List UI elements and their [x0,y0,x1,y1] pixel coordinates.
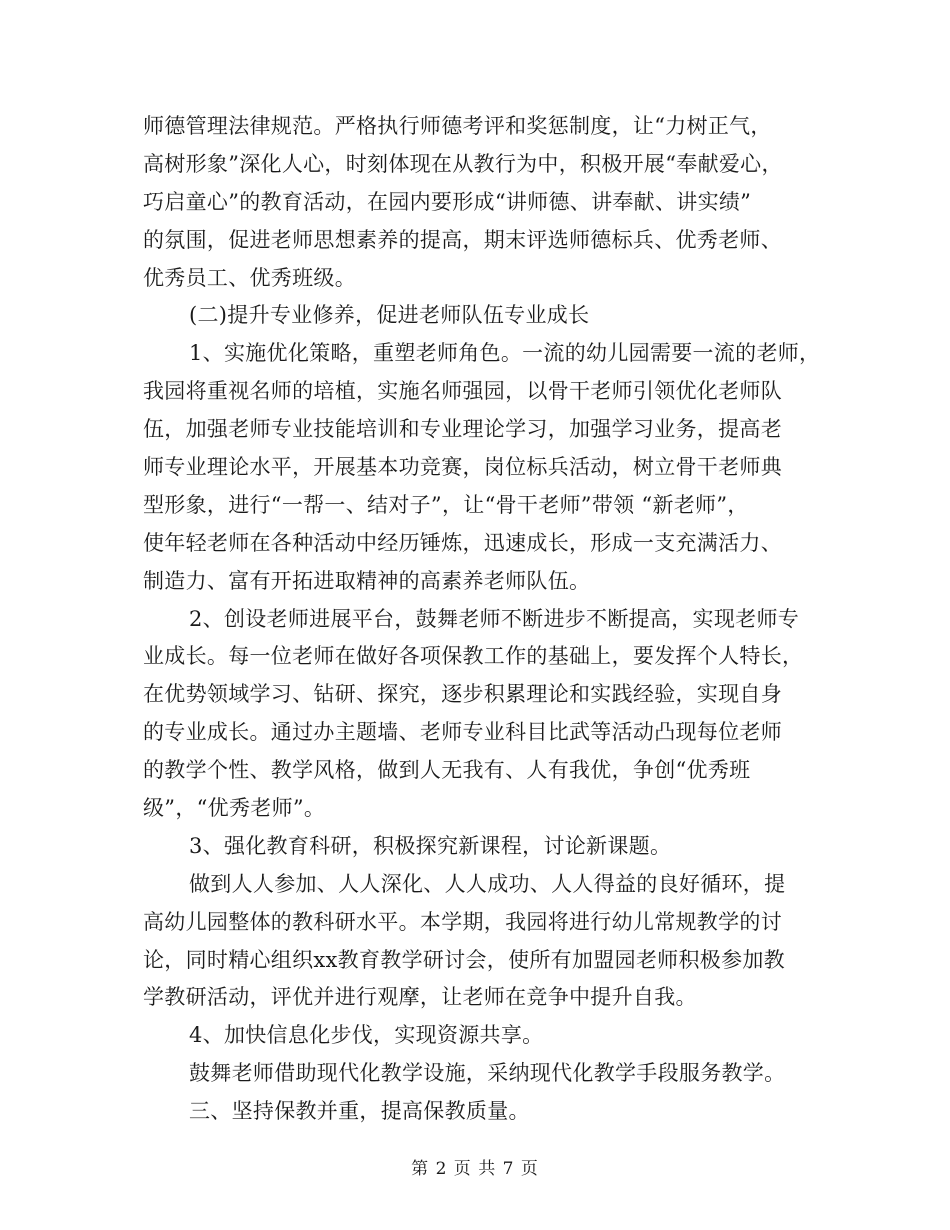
page-number-footer: 第 2 页 共 7 页 [411,1159,539,1179]
paragraph-line: 巧启童心”的教育活动，在园内要形成“讲师德、讲奉献、讲实绩” [143,189,752,214]
paragraph-line: 制造力、富有开拓进取精神的高素养老师队伍。 [143,568,591,593]
paragraph-line: 4、加快信息化步伐，实现资源共享。 [189,1023,544,1048]
paragraph-line: 业成长。每一位老师在做好各项保教工作的基础上，要发挥个人特长， [143,644,804,669]
paragraph-line: 1、实施优化策略，重塑老师角色。一流的幼儿园需要一流的老师， [189,341,821,366]
section-heading: (二)提升专业修养，促进老师队伍专业成长 [189,303,590,328]
paragraph-line: 高幼儿园整体的教科研水平。本学期，我园将进行幼儿常规教学的讨 [143,909,782,934]
paragraph-line: 伍，加强老师专业技能培训和专业理论学习，加强学习业务，提高老 [143,417,782,442]
paragraph-line: 论，同时精心组织xx教育教学研讨会，使所有加盟园老师积极参加教 [143,947,785,972]
paragraph-line: 级”，“优秀老师”。 [143,796,326,821]
paragraph-line: 型形象，进行“一帮一、结对子”，让“骨干老师”带领 “新老师”， [143,492,749,517]
paragraph-line: 做到人人参加、人人深化、人人成功、人人得益的良好循环，提 [189,871,786,896]
paragraph-line: 师德管理法律规范。严格执行师德考评和奖惩制度，让“力树正气， [143,114,772,138]
paragraph-line: 在优势领域学习、钻研、探究，逐步积累理论和实践经验，实现自身 [143,682,782,707]
paragraph-line: 的专业成长。通过办主题墙、老师专业科目比武等活动凸现每位老师 [143,720,782,745]
body-text [143,108,823,1131]
paragraph-line: 学教研活动，评优并进行观摩，让老师在竞争中提升自我。 [143,985,697,1010]
paragraph-line: 师专业理论水平，开展基本功竞赛，岗位标兵活动，树立骨干老师典 [143,455,782,480]
paragraph-line: 使年轻老师在各种活动中经历锤炼，迅速成长，形成一支充满活力、 [143,530,782,555]
paragraph-line: 鼓舞老师借助现代化教学设施，采纳现代化教学手段服务教学。 [189,1061,786,1086]
paragraph-line: 3、强化教育科研，积极探究新课程，讨论新课题。 [189,833,672,858]
paragraph-line: 高树形象”深化人心，时刻体现在从教行为中，积极开展“奉献爱心， [143,151,783,176]
paragraph-line: 的教学个性、教学风格，做到人无我有、人有我优，争创“优秀班 [143,758,751,783]
paragraph-line: 2、创设老师进展平台，鼓舞老师不断进步不断提高，实现老师专 [189,606,800,631]
section-heading: 三、坚持保教并重，提高保教质量。 [189,1099,530,1124]
paragraph-line: 的氛围，促进老师思想素养的提高，期末评选师德标兵、优秀老师、 [143,227,782,252]
paragraph-line: 我园将重视名师的培植，实施名师强园，以骨干老师引领优化老师队 [143,379,782,404]
paragraph-line: 优秀员工、优秀班级。 [143,265,356,290]
